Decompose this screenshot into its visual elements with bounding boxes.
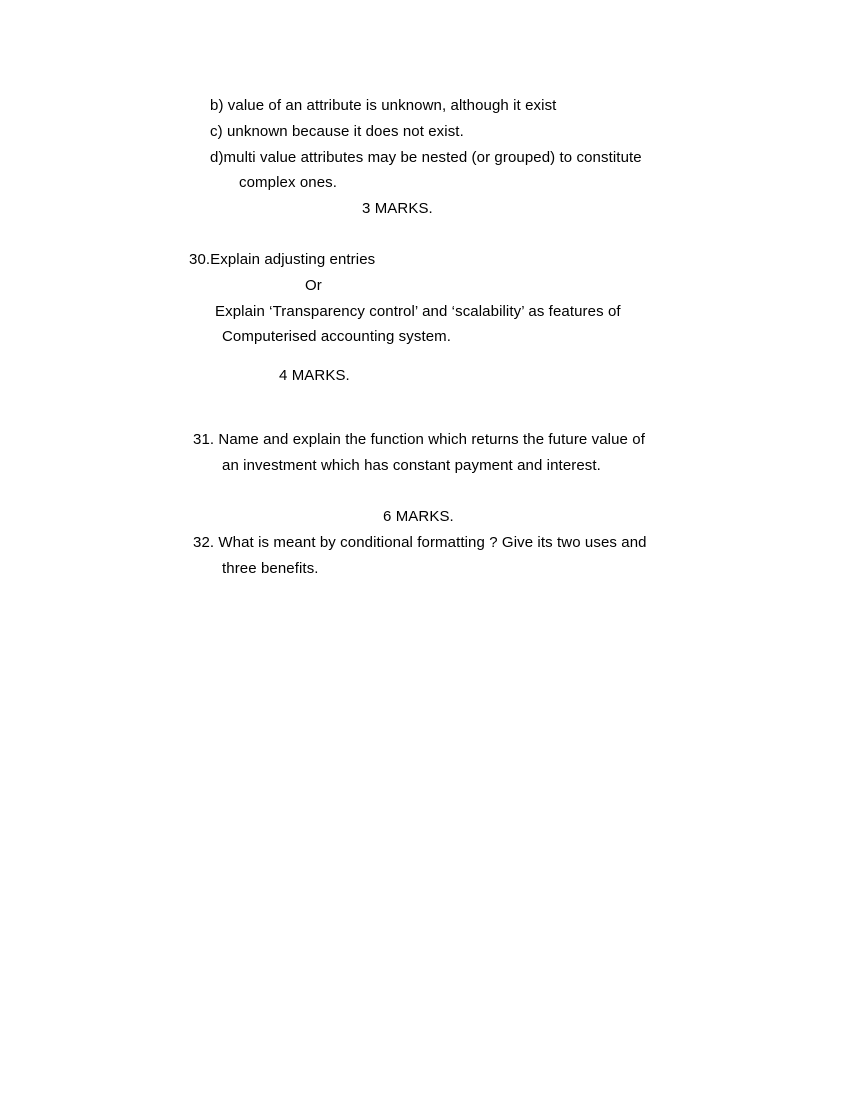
- option-b: b) value of an attribute is unknown, although it exist: [210, 97, 557, 114]
- question-30-line1: 30.Explain adjusting entries: [189, 251, 376, 268]
- marks-heading-6: 6 MARKS.: [383, 508, 454, 525]
- marks-heading-3: 3 MARKS.: [362, 200, 433, 217]
- question-31-line1: 31. Name and explain the function which returns the future value of: [193, 431, 645, 448]
- question-32-line2: three benefits.: [222, 560, 319, 577]
- marks-heading-4: 4 MARKS.: [279, 367, 350, 384]
- option-d-line2: complex ones.: [239, 174, 338, 191]
- option-c: c) unknown because it does not exist.: [210, 123, 464, 140]
- question-30-alt-line1: Explain ‘Transparency control’ and ‘scalability’ as features of: [215, 303, 621, 320]
- option-d-line1: d)multi value attributes may be nested (or grouped) to constitute: [210, 149, 642, 166]
- question-30-or: Or: [305, 277, 322, 294]
- question-31-line2: an investment which has constant payment and interest.: [222, 457, 601, 474]
- question-32-line1: 32. What is meant by conditional formatting ? Give its two uses and: [193, 534, 647, 551]
- question-30-alt-line2: Computerised accounting system.: [222, 328, 452, 345]
